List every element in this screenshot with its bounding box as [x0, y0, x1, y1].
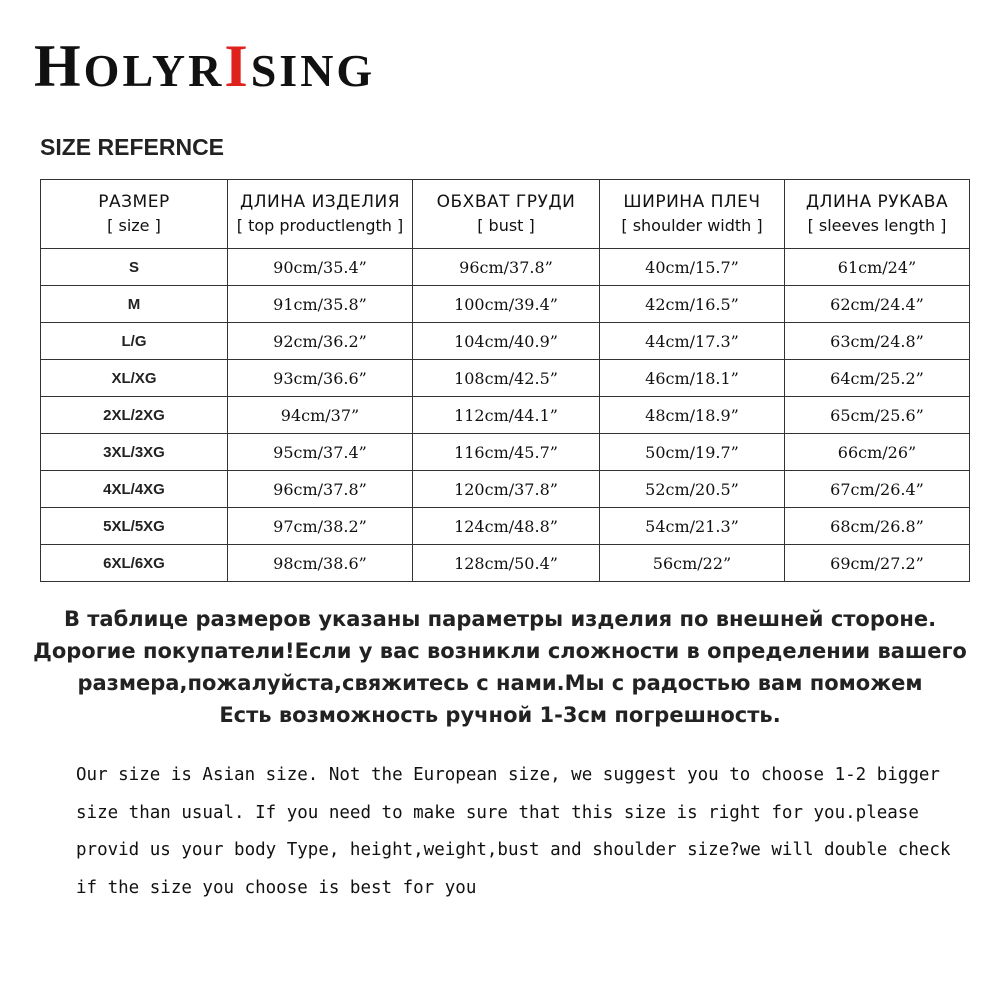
brand-logo	[34, 33, 376, 99]
en-note-line: Our size is Asian size. Not the European size, we suggest you to choose 1-2 bigger	[76, 765, 940, 785]
header-sleeve	[785, 180, 970, 249]
ru-note-line: В таблице размеров указаны параметры изделия по внешней стороне.	[63, 607, 937, 631]
en-note-line: provid us your body Type, height,weight,bust and shoulder size?we will double check	[76, 840, 951, 860]
shoulder-cell: 40cm/15.7”	[600, 249, 785, 286]
length-cell: 94cm/37”	[228, 397, 413, 434]
header-sleeve-ru: ДЛИНА РУКАВА	[805, 192, 949, 212]
header-size-en: [ size ]	[41, 214, 227, 238]
bust-cell: 96cm/37.8”	[413, 249, 600, 286]
sleeve-cell: 62cm/24.4”	[785, 286, 970, 323]
sleeve-cell: 68cm/26.8”	[785, 508, 970, 545]
length-cell: 90cm/35.4”	[228, 249, 413, 286]
sleeve-cell: 66cm/26”	[785, 434, 970, 471]
table-header-row	[41, 180, 970, 249]
table-row	[41, 323, 970, 360]
shoulder-cell: 52cm/20.5”	[600, 471, 785, 508]
sleeve-cell: 67cm/26.4”	[785, 471, 970, 508]
table-row	[41, 360, 970, 397]
logo-letters-olyr: OLYR	[83, 45, 225, 96]
logo-letters-sing: SING	[250, 45, 376, 96]
bust-cell: 120cm/37.8”	[413, 471, 600, 508]
size-cell: 4XL/4XG	[41, 471, 228, 508]
logo-letter-h: H	[34, 33, 84, 99]
russian-size-note	[20, 603, 980, 731]
size-cell: 2XL/2XG	[41, 397, 228, 434]
table-row	[41, 249, 970, 286]
sleeve-cell: 69cm/27.2”	[785, 545, 970, 582]
size-cell: 5XL/5XG	[41, 508, 228, 545]
size-cell: 6XL/6XG	[41, 545, 228, 582]
size-cell: S	[41, 249, 228, 286]
header-shoulder-en: [ shoulder width ]	[600, 214, 784, 238]
en-note-line: size than usual. If you need to make sure that this size is right for you.please	[76, 802, 919, 823]
shoulder-cell: 46cm/18.1”	[600, 360, 785, 397]
size-cell: M	[41, 286, 228, 323]
bust-cell: 108cm/42.5”	[413, 360, 600, 397]
english-size-note	[76, 757, 986, 907]
table-row	[41, 434, 970, 471]
sleeve-cell: 61cm/24”	[785, 249, 970, 286]
length-cell: 95cm/37.4”	[228, 434, 413, 471]
shoulder-cell: 50cm/19.7”	[600, 434, 785, 471]
header-shoulder	[600, 180, 785, 249]
ru-note-line: Есть возможность ручной 1-3см погрешность.	[219, 703, 781, 727]
shoulder-cell: 54cm/21.3”	[600, 508, 785, 545]
bust-cell: 112cm/44.1”	[413, 397, 600, 434]
table-row	[41, 286, 970, 323]
length-cell: 93cm/36.6”	[228, 360, 413, 397]
bust-cell: 100cm/39.4”	[413, 286, 600, 323]
sleeve-cell: 64cm/25.2”	[785, 360, 970, 397]
shoulder-cell: 56cm/22”	[600, 545, 785, 582]
table-row	[41, 471, 970, 508]
size-table	[40, 179, 970, 582]
table-row	[41, 397, 970, 434]
header-length	[228, 180, 413, 249]
sleeve-cell: 65cm/25.6”	[785, 397, 970, 434]
size-cell: 3XL/3XG	[41, 434, 228, 471]
length-cell: 98cm/38.6”	[228, 545, 413, 582]
table-row	[41, 545, 970, 582]
header-shoulder-ru: ШИРИНА ПЛЕЧ	[623, 192, 761, 212]
length-cell: 91cm/35.8”	[228, 286, 413, 323]
page-title: SIZE REFERNCE	[40, 134, 225, 160]
length-cell: 97cm/38.2”	[228, 508, 413, 545]
bust-cell: 128cm/50.4”	[413, 545, 600, 582]
header-bust	[413, 180, 600, 249]
header-sleeve-en: [ sleeves length ]	[785, 214, 969, 238]
size-cell: L/G	[41, 323, 228, 360]
header-bust-ru: ОБХВАТ ГРУДИ	[436, 192, 576, 212]
shoulder-cell: 48cm/18.9”	[600, 397, 785, 434]
length-cell: 92cm/36.2”	[228, 323, 413, 360]
header-size-ru: РАЗМЕР	[98, 192, 170, 212]
shoulder-cell: 42cm/16.5”	[600, 286, 785, 323]
header-size	[41, 180, 228, 249]
header-length-ru: ДЛИНА ИЗДЕЛИЯ	[239, 192, 401, 212]
ru-note-line: Дорогие покупатели!Если у вас возникли сложности в определении вашего	[33, 639, 967, 663]
shoulder-cell: 44cm/17.3”	[600, 323, 785, 360]
en-note-line: if the size you choose is best for you	[76, 877, 477, 898]
length-cell: 96cm/37.8”	[228, 471, 413, 508]
header-bust-en: [ bust ]	[413, 214, 599, 238]
ru-note-line: размера,пожалуйста,свяжитесь с нами.Мы с радостью вам поможем	[77, 671, 923, 695]
logo-letter-i: I	[224, 33, 251, 99]
bust-cell: 124cm/48.8”	[413, 508, 600, 545]
size-cell: XL/XG	[41, 360, 228, 397]
sleeve-cell: 63cm/24.8”	[785, 323, 970, 360]
bust-cell: 116cm/45.7”	[413, 434, 600, 471]
bust-cell: 104cm/40.9”	[413, 323, 600, 360]
table-row	[41, 508, 970, 545]
header-length-en: [ top productlength ]	[228, 214, 412, 238]
